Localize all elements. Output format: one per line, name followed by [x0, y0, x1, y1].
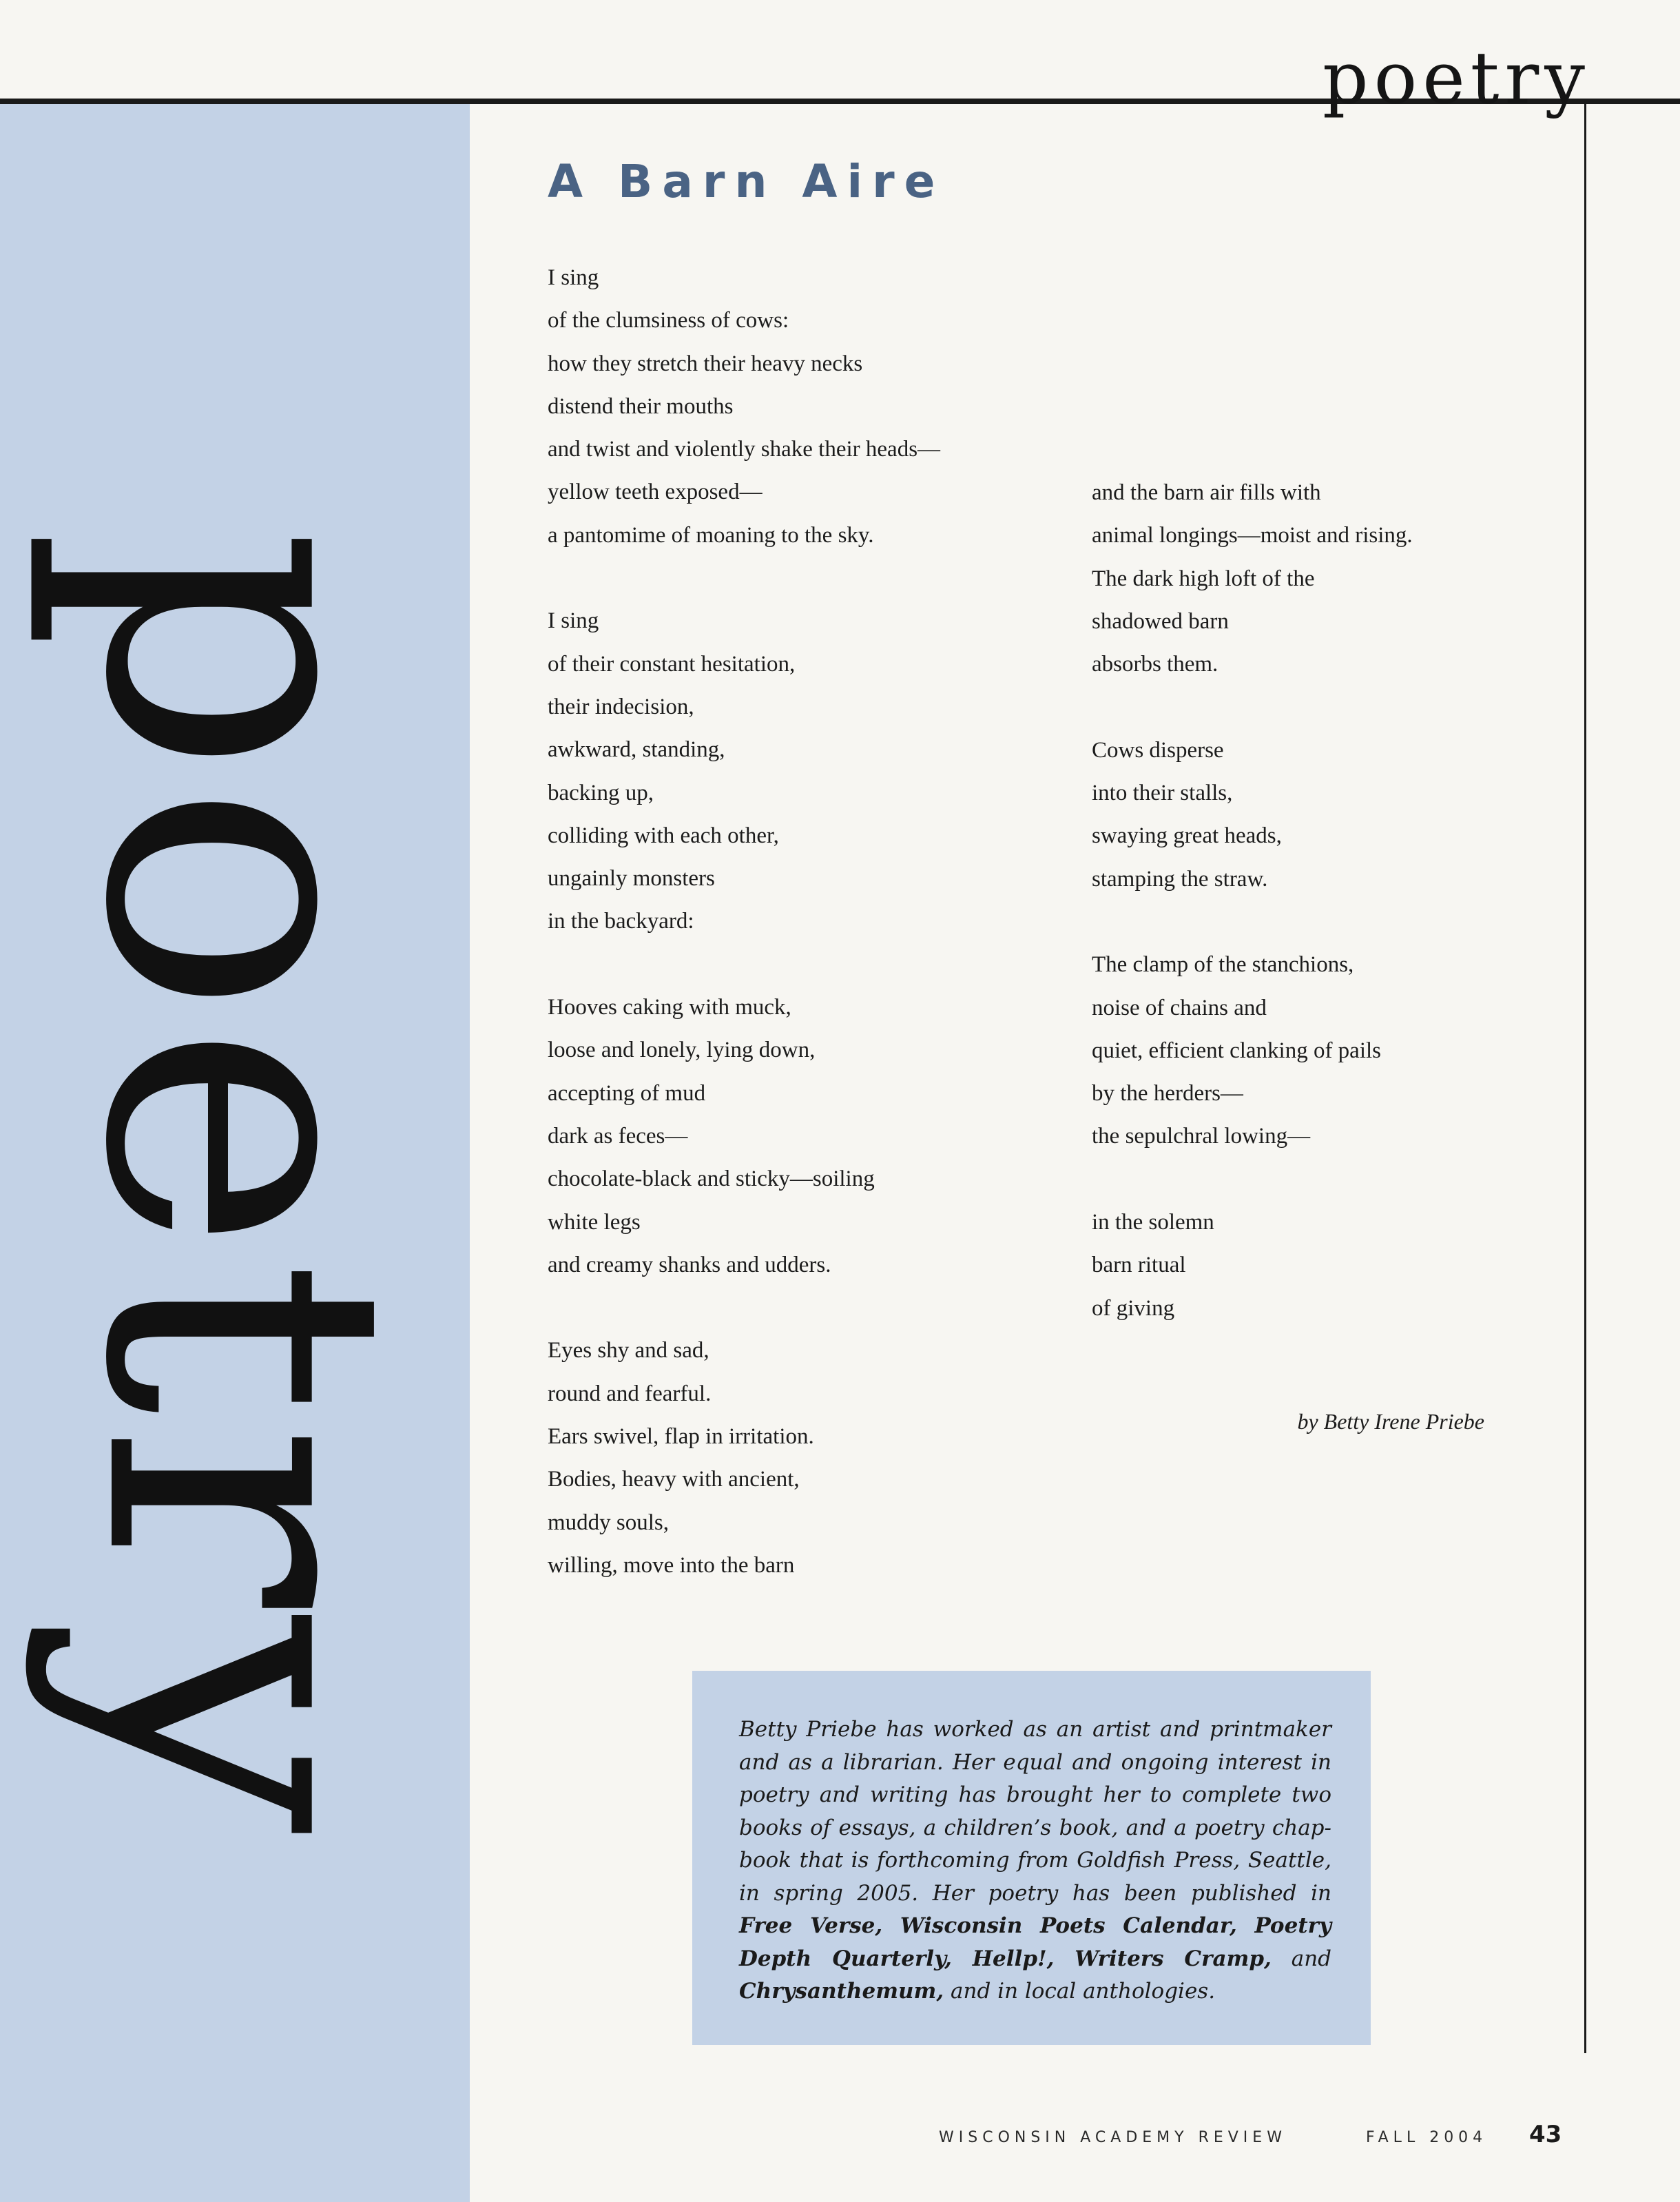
poem-line: accepting of mud — [548, 1080, 706, 1106]
poem-line: and the barn air fills with — [1092, 480, 1321, 505]
poem-line: round and fearful. — [548, 1381, 712, 1406]
poem-line: by the herders— — [1092, 1081, 1243, 1107]
poem-line: noise of chains and — [1092, 995, 1267, 1020]
poem-line — [1092, 1158, 1574, 1201]
poem-line: backing up, — [548, 780, 654, 805]
poem-line: colliding with each other, — [548, 823, 779, 848]
poem-line: chocolate-black and sticky—soiling — [548, 1166, 875, 1192]
poem-line: swaying great heads, — [1092, 823, 1282, 849]
bio-publication-last: Chrysanthemum, — [739, 1979, 944, 2004]
poem-line: dark as feces— — [548, 1123, 688, 1149]
footer-issue: FALL 2004 — [1366, 2129, 1488, 2146]
poem-line: of giving — [1092, 1295, 1175, 1321]
poem-line: ungainly monsters — [548, 866, 715, 892]
poem-line: how they stretch their heavy necks — [548, 351, 863, 376]
poem-line: shadowed barn — [1092, 608, 1229, 634]
poem-line: stamping the straw. — [1092, 866, 1268, 892]
poem-line: barn ritual — [1092, 1253, 1186, 1278]
poem-line: of the clumsiness of cows: — [548, 308, 789, 333]
poem-column-right — [1092, 471, 1574, 1330]
poem-line: willing, move into the barn — [548, 1552, 795, 1578]
poem-line: awkward, standing, — [548, 737, 725, 763]
poem-line: the sepulchral lowing— — [1092, 1124, 1311, 1149]
poem-line: their indecision, — [548, 694, 694, 719]
author-bio-text — [739, 1714, 1331, 2008]
poem-column-left — [548, 256, 1044, 1587]
poem-line: in the backyard: — [548, 909, 694, 934]
poem-line: I sing — [548, 265, 599, 290]
poem-line: of their constant hesitation, — [548, 651, 796, 677]
poem-line — [1092, 901, 1574, 943]
poem-line: Ears swivel, flap in irritation. — [548, 1424, 814, 1450]
poem-line: into their stalls, — [1092, 781, 1233, 806]
poem-line: The dark high loft of the — [1092, 566, 1315, 591]
footer-publication: WISCONSIN ACADEMY REVIEW — [939, 2129, 1287, 2146]
poem-line — [1092, 686, 1574, 728]
poem-line: I sing — [548, 608, 599, 634]
poem-line: in the solemn — [1092, 1210, 1214, 1235]
poem-line: and creamy shanks and udders. — [548, 1252, 831, 1277]
poem-line: The clamp of the stanchions, — [1092, 952, 1354, 978]
poem-line: muddy souls, — [548, 1510, 670, 1535]
poem-title: A Barn Aire — [548, 155, 945, 208]
poem-line: a pantomime of moaning to the sky. — [548, 522, 874, 548]
bio-and: and — [1271, 1946, 1332, 1971]
poem-line: yellow teeth exposed— — [548, 480, 763, 505]
poem-line: distend their mouths — [548, 393, 734, 419]
poem-line: absorbs them. — [1092, 652, 1218, 677]
section-title: poetry — [1323, 36, 1590, 120]
poem-line: Cows disperse — [1092, 737, 1224, 763]
poem-line — [548, 1286, 1044, 1329]
right-rule — [1584, 103, 1586, 2053]
poem-line: Eyes shy and sad, — [548, 1338, 709, 1364]
poem-line: Bodies, heavy with ancient, — [548, 1467, 800, 1492]
poem-line — [548, 943, 1044, 986]
bio-outro: and in local anthologies. — [944, 1979, 1216, 2004]
poem-line: Hooves caking with muck, — [548, 995, 791, 1020]
poem-line: quiet, efficient clanking of pails — [1092, 1038, 1382, 1063]
poem-byline: by Betty Irene Priebe — [1297, 1409, 1484, 1434]
author-bio-box — [692, 1671, 1371, 2045]
poem-line — [548, 557, 1044, 599]
poem-line: and twist and violently shake their heads— — [548, 437, 941, 462]
poem-line: loose and lonely, lying down, — [548, 1038, 816, 1063]
page-number: 43 — [1529, 2121, 1562, 2148]
vertical-section-word: poetry — [20, 527, 469, 1843]
bio-intro: Betty Priebe has worked as an artist and printmaker and as a librarian. Her equal and ongoing interest in poetry and writing has brought her to complete two books of essays, a children’s book, and a poetry chap-book that is forthcoming from Goldfish Press, Seattle, in spring 2005. Her poetry has been published in — [739, 1717, 1331, 1906]
poem-line: white legs — [548, 1209, 641, 1235]
bio-publications: Free Verse, Wisconsin Poets Calendar, Poetry Depth Quarterly, Hellp!, Writers Cramp, — [739, 1913, 1331, 1971]
poem-line: animal longings—moist and rising. — [1092, 523, 1413, 548]
